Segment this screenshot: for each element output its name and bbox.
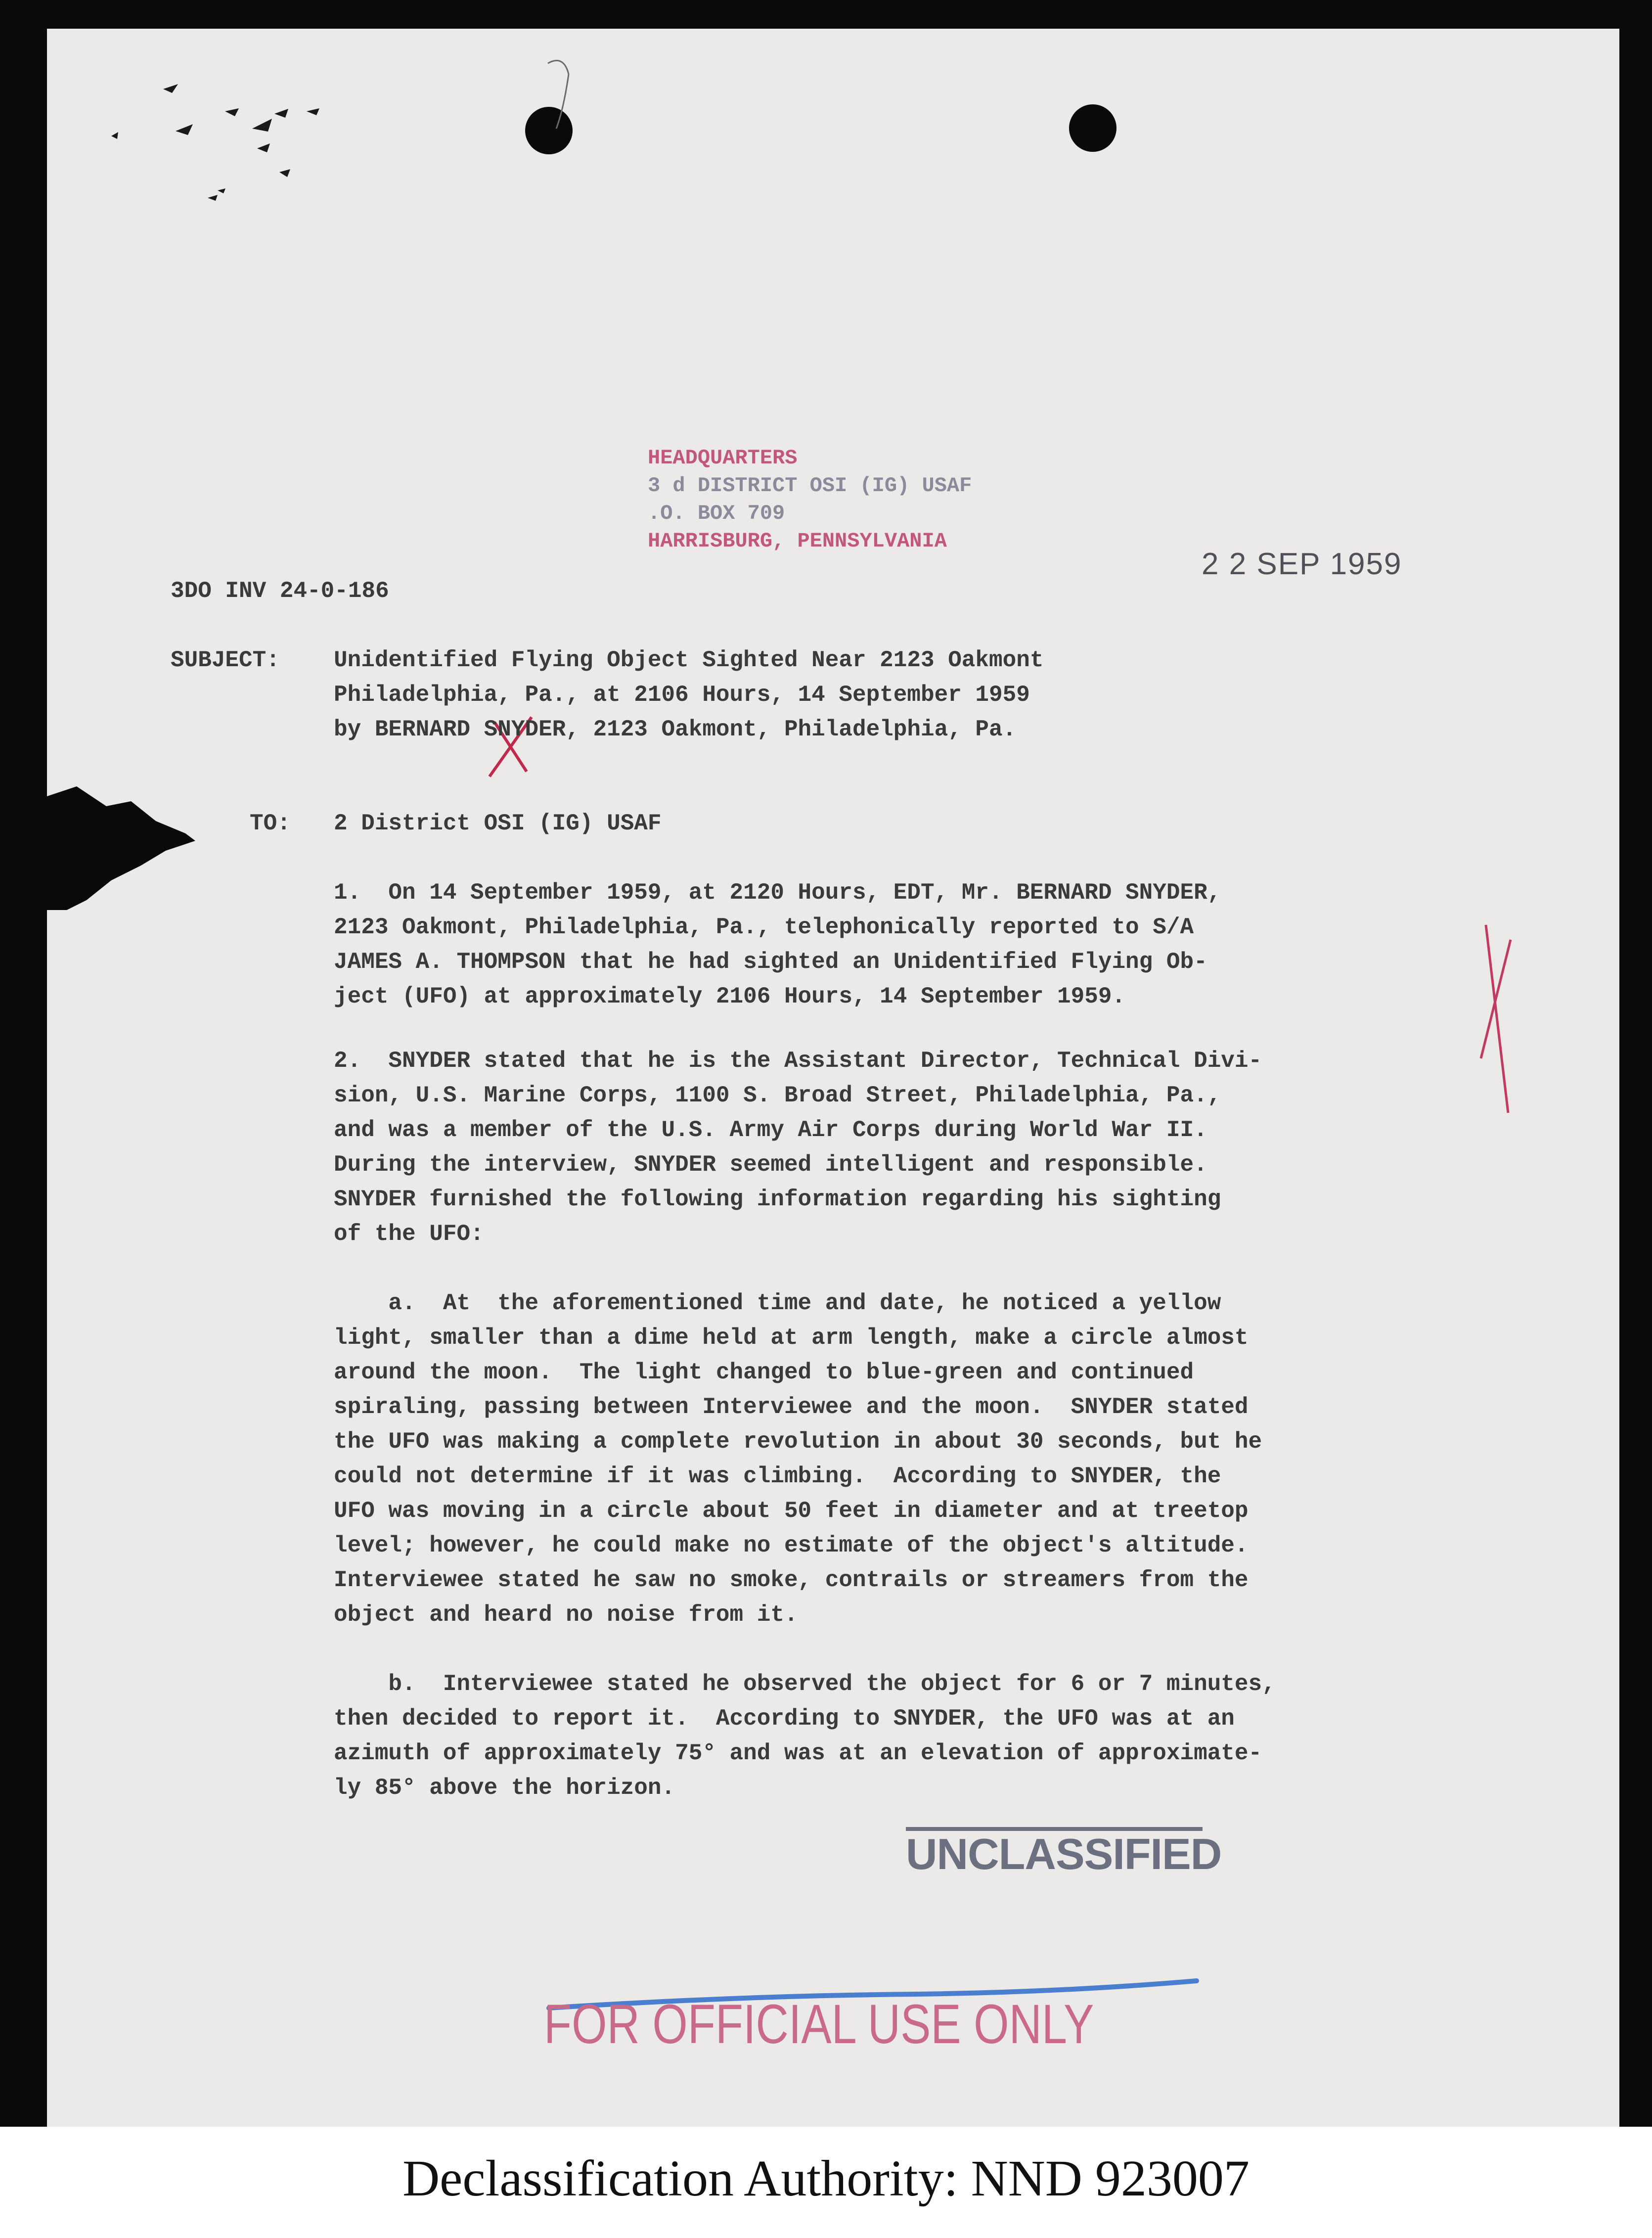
paragraph-b-line: azimuth of approximately 75° and was at an elevation of approximate- bbox=[334, 1740, 1262, 1766]
fouo-stamp: FOR OFFICIAL USE ONLY bbox=[544, 1993, 1094, 2055]
to-label: TO: bbox=[250, 811, 291, 836]
paragraph-a-line: spiraling, passing between Interviewee and the moon. SNYDER stated bbox=[334, 1394, 1249, 1420]
declassification-footer: Declassification Authority: NND 923007 bbox=[402, 2150, 1250, 2207]
paragraph-1-line: 2123 Oakmont, Philadelphia, Pa., telephonically reported to S/A bbox=[334, 914, 1194, 940]
paragraph-2-line: sion, U.S. Marine Corps, 1100 S. Broad Street, Philadelphia, Pa., bbox=[334, 1083, 1221, 1108]
paragraph-2-line: During the interview, SNYDER seemed intelligent and responsible. bbox=[334, 1152, 1207, 1178]
stamp-box: .O. BOX 709 bbox=[648, 502, 785, 525]
paragraph-a-line: level; however, he could make no estimate of the object's altitude. bbox=[334, 1533, 1249, 1558]
subject-line: by BERNARD SNYDER, 2123 Oakmont, Philadelphia, Pa. bbox=[334, 717, 1017, 742]
subject-line: Philadelphia, Pa., at 2106 Hours, 14 September 1959 bbox=[334, 682, 1030, 708]
to-value: 2 District OSI (IG) USAF bbox=[334, 811, 662, 836]
paragraph-a-line: object and heard no noise from it. bbox=[334, 1602, 798, 1628]
paragraph-a-line: could not determine if it was climbing. According to SNYDER, the bbox=[334, 1463, 1221, 1489]
date-stamp: 2 2 SEP 1959 bbox=[1202, 547, 1402, 581]
paragraph-b-line: ly 85° above the horizon. bbox=[334, 1775, 675, 1801]
unclassified-stamp: UNCLASSIFIED bbox=[906, 1829, 1222, 1878]
margin-red-x bbox=[1481, 925, 1511, 1113]
paragraph-a-line: light, smaller than a dime held at arm length, make a circle almost bbox=[334, 1325, 1249, 1351]
stamp-city: HARRISBURG, PENNSYLVANIA bbox=[648, 529, 947, 553]
paragraph-2-line: SNYDER furnished the following information regarding his sighting bbox=[334, 1187, 1221, 1212]
stray-line bbox=[548, 60, 569, 129]
paragraph-2-line: and was a member of the U.S. Army Air Corps during World War II. bbox=[334, 1117, 1207, 1143]
ink-specks bbox=[111, 84, 319, 201]
file-number: 3DO INV 24-0-186 bbox=[171, 578, 389, 604]
paragraph-a-line: Interviewee stated he saw no smoke, contrails or streamers from the bbox=[334, 1567, 1249, 1593]
paragraph-a-line: a. At the aforementioned time and date, he noticed a yellow bbox=[334, 1290, 1221, 1316]
paragraph-a-line: UFO was moving in a circle about 50 feet in diameter and at treetop bbox=[334, 1498, 1249, 1524]
paragraph-a-line: around the moon. The light changed to blue-green and continued bbox=[334, 1360, 1194, 1385]
subject-line: Unidentified Flying Object Sighted Near 2123 Oakmont bbox=[334, 647, 1044, 673]
paragraph-b-line: then decided to report it. According to SNYDER, the UFO was at an bbox=[334, 1706, 1235, 1732]
paragraph-1-line: ject (UFO) at approximately 2106 Hours, 14 September 1959. bbox=[334, 984, 1126, 1009]
paragraph-1-line: 1. On 14 September 1959, at 2120 Hours, EDT, Mr. BERNARD SNYDER, bbox=[334, 880, 1221, 906]
paragraph-2-line: 2. SNYDER stated that he is the Assistant Director, Technical Divi- bbox=[334, 1048, 1262, 1074]
stamp-headquarters: HEADQUARTERS bbox=[648, 446, 798, 470]
paragraph-a-line: the UFO was making a complete revolution in about 30 seconds, but he bbox=[334, 1429, 1262, 1455]
stamp-district: 3 d DISTRICT OSI (IG) USAF bbox=[648, 474, 972, 498]
subject-label: SUBJECT: bbox=[171, 647, 280, 673]
paragraph-1-line: JAMES A. THOMPSON that he had sighted an Unidentified Flying Ob- bbox=[334, 949, 1207, 975]
paragraph-2-line: of the UFO: bbox=[334, 1221, 484, 1247]
paragraph-b-line: b. Interviewee stated he observed the object for 6 or 7 minutes, bbox=[334, 1671, 1276, 1697]
